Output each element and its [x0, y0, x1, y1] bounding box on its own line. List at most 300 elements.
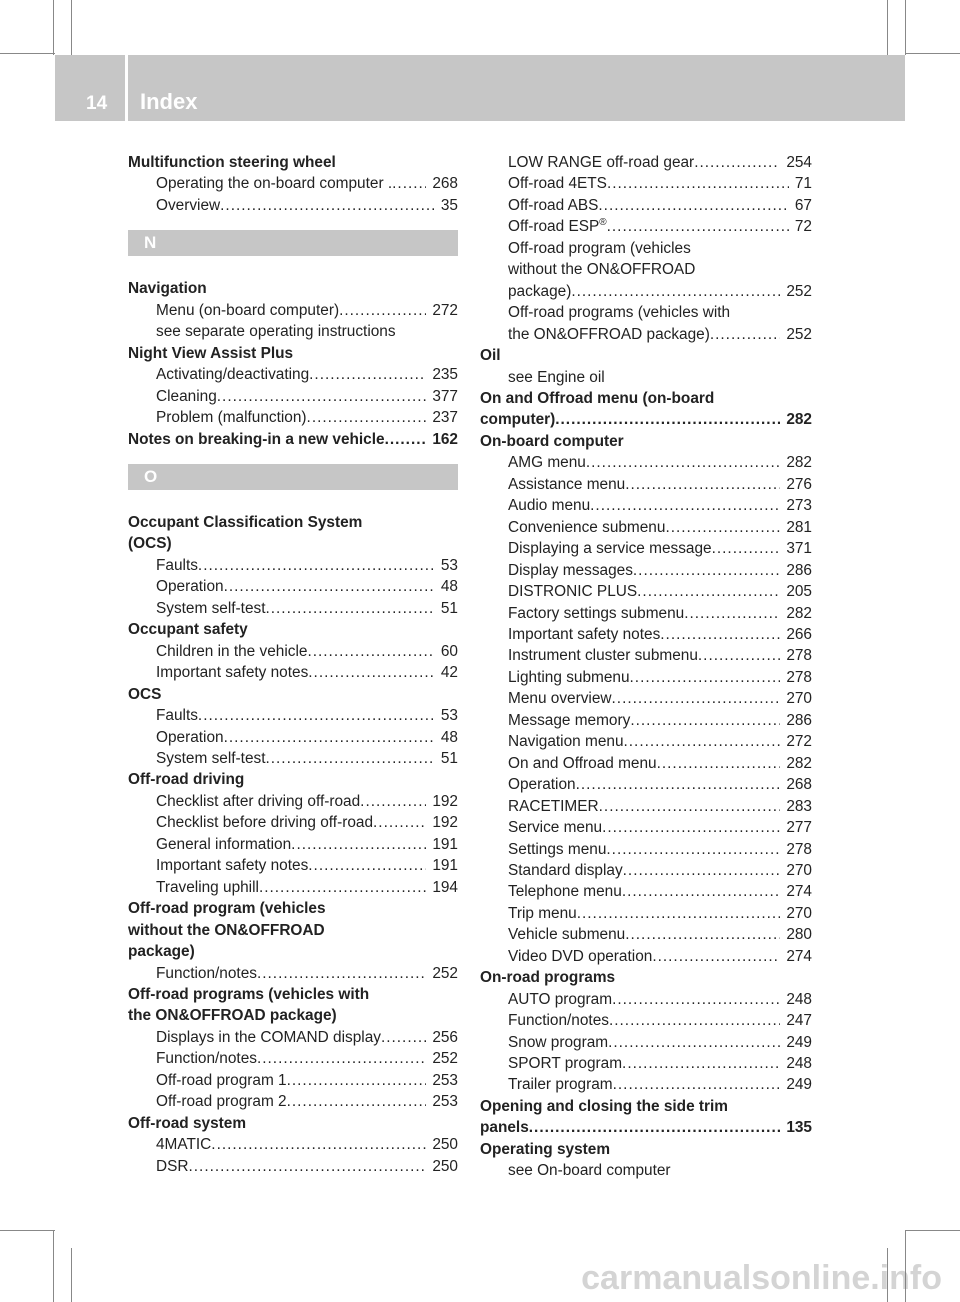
- crop-mark: [887, 0, 888, 55]
- index-subentry[interactable]: [480, 710, 812, 731]
- page-reference[interactable]: 254: [786, 154, 812, 171]
- index-subentry[interactable]: [128, 407, 458, 428]
- entry-text: [508, 731, 624, 752]
- page-reference[interactable]: 272: [432, 301, 458, 319]
- page-reference[interactable]: 278: [786, 647, 812, 665]
- entry-label: Checklist before driving off-road: [156, 814, 374, 832]
- entry-text: [128, 514, 362, 531]
- entry-label: Instrument cluster submenu: [508, 647, 698, 665]
- dot-leader: [529, 1117, 781, 1138]
- index-subentry[interactable]: [480, 452, 812, 473]
- page-reference[interactable]: 272: [786, 733, 812, 751]
- entry-label: Off-road program 2: [156, 1093, 287, 1111]
- index-subentry[interactable]: [480, 881, 812, 902]
- entry-label: System self-test: [156, 599, 266, 617]
- page-reference[interactable]: 282: [786, 411, 812, 429]
- page-reference[interactable]: 205: [786, 583, 812, 601]
- page-reference[interactable]: 162: [432, 430, 458, 448]
- crop-mark: [71, 0, 72, 55]
- dot-leader: [633, 560, 780, 581]
- page-reference[interactable]: 280: [786, 926, 812, 944]
- page-reference[interactable]: 248: [786, 990, 812, 1008]
- page-reference[interactable]: 282: [786, 754, 812, 772]
- page-reference[interactable]: 194: [432, 878, 458, 896]
- page-reference[interactable]: 253: [432, 1071, 458, 1089]
- entry-text: [508, 1053, 622, 1074]
- entry-text: [508, 946, 652, 967]
- index-subentry[interactable]: [480, 946, 812, 967]
- dot-leader: [577, 903, 781, 924]
- entry-text: [508, 1032, 608, 1053]
- index-subentry[interactable]: [480, 839, 812, 860]
- entry-text: [508, 369, 605, 386]
- page-reference[interactable]: 67: [794, 196, 812, 214]
- index-subentry[interactable]: [128, 1070, 458, 1091]
- dot-leader: [606, 839, 780, 860]
- page-reference[interactable]: 252: [786, 282, 812, 300]
- entry-text: [508, 152, 694, 173]
- index-subentry[interactable]: [128, 855, 458, 876]
- index-subentry[interactable]: [480, 1032, 812, 1053]
- entry-text: [508, 1010, 609, 1031]
- entry-text: [156, 855, 308, 876]
- dot-leader: [392, 173, 426, 194]
- index-subentry[interactable]: [128, 1091, 458, 1112]
- entry-text: [508, 281, 571, 302]
- page-reference[interactable]: 235: [432, 366, 458, 384]
- index-subentry[interactable]: [480, 796, 812, 817]
- dot-leader: [710, 324, 780, 345]
- index-subentry[interactable]: [128, 1134, 458, 1155]
- dot-leader: [309, 364, 426, 385]
- entry-text: [128, 429, 385, 450]
- index-subentry[interactable]: [480, 281, 812, 302]
- entry-label: Navigation menu: [508, 733, 624, 751]
- entry-text: [156, 407, 307, 428]
- entry-text: [156, 812, 373, 833]
- page-reference[interactable]: 252: [786, 325, 812, 343]
- dot-leader: [360, 791, 426, 812]
- index-heading: [128, 984, 458, 1005]
- entry-text: [128, 686, 161, 703]
- entry-label: Function/notes: [156, 1050, 257, 1068]
- index-heading: [128, 1113, 458, 1134]
- entry-text: [128, 922, 325, 939]
- entry-label: AMG menu: [508, 454, 586, 472]
- entry-label: Occupant safety: [128, 621, 248, 639]
- entry-label: Trip menu: [508, 904, 577, 922]
- entry-text: [508, 817, 602, 838]
- entry-label: Audio menu: [508, 497, 591, 515]
- dot-leader: [612, 989, 780, 1010]
- entry-text: [128, 154, 336, 171]
- crop-mark: [0, 53, 55, 54]
- index-subentry[interactable]: [128, 195, 458, 216]
- entry-text: [508, 261, 695, 278]
- entry-label: Operation: [156, 578, 224, 596]
- entry-label: Children in the vehicle: [156, 642, 308, 660]
- entry-label: Checklist after driving off-road: [156, 792, 361, 810]
- dot-leader: [712, 538, 781, 559]
- dot-leader: [613, 1074, 781, 1095]
- index-subentry[interactable]: [128, 386, 458, 407]
- entry-text: [480, 433, 624, 450]
- index-subentry[interactable]: [480, 860, 812, 881]
- entry-text: [508, 710, 630, 731]
- index-heading[interactable]: [480, 1117, 812, 1138]
- page-reference[interactable]: 268: [786, 776, 812, 794]
- index-letter-heading: O: [128, 464, 458, 490]
- index-subentry[interactable]: [128, 748, 458, 769]
- entry-label: Displaying a service message: [508, 540, 712, 558]
- index-subentry[interactable]: [480, 903, 812, 924]
- entry-label: Operation: [156, 728, 224, 746]
- entry-text: [128, 345, 293, 362]
- index-subentry[interactable]: [480, 924, 812, 945]
- page-reference[interactable]: 60: [440, 642, 458, 660]
- index-heading: [480, 1139, 812, 1160]
- index-subentry[interactable]: [480, 216, 812, 237]
- entry-label: On and Offroad menu: [508, 754, 657, 772]
- entry-label: panels: [480, 1119, 529, 1137]
- dot-leader: [259, 877, 426, 898]
- page-reference[interactable]: 250: [432, 1157, 458, 1175]
- index-subentry[interactable]: [128, 641, 458, 662]
- entry-text: [508, 645, 698, 666]
- dot-leader: [189, 1156, 427, 1177]
- index-subentry[interactable]: [480, 195, 812, 216]
- index-heading[interactable]: [128, 429, 458, 450]
- index-heading: [128, 152, 458, 173]
- dot-leader: [657, 753, 781, 774]
- index-subentry[interactable]: [128, 364, 458, 385]
- page-reference[interactable]: 51: [440, 599, 458, 617]
- index-subentry[interactable]: [480, 817, 812, 838]
- entry-label: Opening and closing the side trim: [480, 1097, 728, 1115]
- index-heading[interactable]: [480, 409, 812, 430]
- page-reference[interactable]: 273: [786, 497, 812, 515]
- page-reference[interactable]: 249: [786, 1033, 812, 1051]
- page-reference[interactable]: 282: [786, 454, 812, 472]
- index-subentry[interactable]: [480, 603, 812, 624]
- index-subentry[interactable]: [480, 1010, 812, 1031]
- dot-leader: [339, 300, 426, 321]
- page-reference[interactable]: 253: [432, 1093, 458, 1111]
- index-subentry[interactable]: [128, 1027, 458, 1048]
- entry-text: [156, 300, 339, 321]
- index-subentry[interactable]: [480, 774, 812, 795]
- index-subentry[interactable]: [480, 173, 812, 194]
- page-reference[interactable]: 191: [432, 835, 458, 853]
- entry-text: [156, 1048, 257, 1069]
- page-reference[interactable]: 270: [786, 690, 812, 708]
- page-reference[interactable]: 266: [786, 625, 812, 643]
- index-subentry[interactable]: [480, 624, 812, 645]
- index-subentry[interactable]: [128, 812, 458, 833]
- entry-label: Service menu: [508, 819, 603, 837]
- dot-leader: [217, 386, 427, 407]
- index-subentry[interactable]: [480, 753, 812, 774]
- entry-text: [128, 943, 195, 960]
- entry-text: [156, 641, 307, 662]
- index-subentry: [480, 302, 812, 323]
- entry-label: without the ON&OFFROAD: [128, 921, 325, 939]
- entry-label: Activating/deactivating: [156, 366, 310, 384]
- index-subentry[interactable]: [128, 877, 458, 898]
- entry-text: [508, 452, 586, 473]
- entry-label: Night View Assist Plus: [128, 344, 294, 362]
- page-reference[interactable]: 192: [432, 814, 458, 832]
- page-reference[interactable]: 237: [432, 409, 458, 427]
- crop-mark: [905, 0, 906, 55]
- index-subentry: [480, 367, 812, 388]
- page-reference[interactable]: 135: [786, 1119, 812, 1137]
- entry-text: [508, 195, 598, 216]
- entry-label: package): [508, 282, 572, 300]
- dot-leader: [612, 688, 781, 709]
- index-subentry[interactable]: [128, 791, 458, 812]
- index-heading: [128, 278, 458, 299]
- entry-text: [480, 1117, 529, 1138]
- index-heading: [128, 920, 458, 941]
- index-subentry[interactable]: [480, 688, 812, 709]
- entry-text: [156, 705, 198, 726]
- page-reference[interactable]: 270: [786, 861, 812, 879]
- entry-label: Vehicle submenu: [508, 926, 626, 944]
- index-subentry[interactable]: [480, 989, 812, 1010]
- entry-text: [508, 581, 637, 602]
- page-reference[interactable]: 250: [432, 1136, 458, 1154]
- page-reference[interactable]: 192: [432, 792, 458, 810]
- index-subentry[interactable]: [128, 300, 458, 321]
- page-reference[interactable]: 191: [432, 857, 458, 875]
- dot-leader: [257, 1048, 426, 1069]
- crop-mark: [0, 1230, 55, 1231]
- index-heading: [128, 769, 458, 790]
- entry-text: [508, 324, 710, 345]
- page-reference[interactable]: 371: [786, 540, 812, 558]
- dot-leader: [698, 645, 780, 666]
- index-subentry[interactable]: [480, 1053, 812, 1074]
- dot-leader: [624, 731, 781, 752]
- index-subentry[interactable]: [128, 705, 458, 726]
- entry-text: [480, 390, 714, 407]
- index-subentry[interactable]: [128, 576, 458, 597]
- dot-leader: [586, 452, 780, 473]
- page-reference[interactable]: 274: [786, 883, 812, 901]
- page-reference[interactable]: 270: [786, 904, 812, 922]
- crop-mark: [905, 53, 960, 54]
- entry-label: Faults: [156, 707, 198, 725]
- entry-label: DISTRONIC PLUS: [508, 583, 638, 601]
- page-reference[interactable]: 286: [786, 711, 812, 729]
- index-subentry[interactable]: [480, 560, 812, 581]
- index-subentry[interactable]: [128, 598, 458, 619]
- page-reference[interactable]: 278: [786, 668, 812, 686]
- index-subentry[interactable]: [128, 834, 458, 855]
- entry-label: Off-road ABS: [508, 196, 599, 214]
- entry-label: SPORT program: [508, 1055, 623, 1073]
- page-reference[interactable]: 268: [432, 175, 458, 193]
- dot-leader: [220, 195, 435, 216]
- entry-text: [480, 1141, 610, 1158]
- entry-text: [508, 667, 630, 688]
- entry-label: Operating the on-board computer .: [156, 175, 393, 193]
- entry-label: Displays in the COMAND display: [156, 1028, 381, 1046]
- entry-label: AUTO program: [508, 990, 613, 1008]
- entry-label: General information: [156, 835, 292, 853]
- index-subentry[interactable]: [480, 731, 812, 752]
- page-reference[interactable]: 283: [786, 797, 812, 815]
- entry-label: Important safety notes: [508, 625, 661, 643]
- index-subentry[interactable]: [128, 963, 458, 984]
- entry-label: Assistance menu: [508, 475, 626, 493]
- index-subentry[interactable]: [128, 662, 458, 683]
- index-subentry[interactable]: [480, 581, 812, 602]
- dot-leader: [265, 748, 434, 769]
- entry-label: Off-road program (vehicles: [128, 900, 326, 918]
- entry-label: Function/notes: [508, 1012, 609, 1030]
- entry-text: [156, 1134, 211, 1155]
- page-reference[interactable]: 71: [794, 175, 812, 193]
- index-subentry[interactable]: [480, 517, 812, 538]
- entry-text: [508, 216, 607, 237]
- page-reference[interactable]: 48: [440, 728, 458, 746]
- entry-text: [128, 280, 207, 297]
- index-heading: [480, 1096, 812, 1117]
- index-subentry[interactable]: [480, 538, 812, 559]
- page-reference[interactable]: 48: [440, 578, 458, 596]
- dot-leader: [598, 195, 788, 216]
- index-heading: [128, 343, 458, 364]
- page-reference[interactable]: 252: [432, 964, 458, 982]
- entry-label: the ON&OFFROAD package): [128, 1007, 337, 1025]
- dot-leader: [308, 855, 426, 876]
- entry-text: [508, 1074, 613, 1095]
- index-heading: [480, 431, 812, 452]
- dot-leader: [576, 774, 781, 795]
- index-subentry[interactable]: [128, 173, 458, 194]
- entry-text: [156, 386, 217, 407]
- index-subentry: [128, 321, 458, 342]
- crop-mark: [53, 1230, 54, 1302]
- page-reference[interactable]: 72: [794, 218, 812, 236]
- entry-label: without the ON&OFFROAD: [508, 261, 696, 279]
- page-reference[interactable]: 256: [432, 1028, 458, 1046]
- entry-label: computer): [480, 411, 556, 429]
- page-reference[interactable]: 274: [786, 947, 812, 965]
- dot-leader: [602, 817, 780, 838]
- dot-leader: [307, 641, 434, 662]
- page-reference[interactable]: 249: [786, 1076, 812, 1094]
- entry-label: Off-road 4ETS: [508, 175, 607, 193]
- entry-label: Menu (on-board computer): [156, 301, 340, 319]
- dot-leader: [385, 429, 427, 450]
- entry-label: Video DVD operation: [508, 947, 653, 965]
- page-reference[interactable]: 51: [440, 749, 458, 767]
- page-reference[interactable]: 276: [786, 475, 812, 493]
- page-reference[interactable]: 282: [786, 604, 812, 622]
- index-subentry: [480, 1160, 812, 1181]
- page-reference[interactable]: 278: [786, 840, 812, 858]
- page-reference[interactable]: 248: [786, 1055, 812, 1073]
- dot-leader: [291, 834, 426, 855]
- index-subentry[interactable]: [480, 324, 812, 345]
- index-subentry: [480, 259, 812, 280]
- dot-leader: [307, 407, 427, 428]
- index-subentry[interactable]: [128, 1156, 458, 1177]
- index-heading: [480, 967, 812, 988]
- dot-leader: [694, 152, 780, 173]
- index-subentry[interactable]: [480, 495, 812, 516]
- entry-text: [156, 555, 198, 576]
- index-subentry[interactable]: [480, 667, 812, 688]
- entry-label: package): [128, 943, 195, 961]
- page-reference[interactable]: 277: [786, 819, 812, 837]
- page-reference[interactable]: 281: [786, 518, 812, 536]
- dot-leader: [622, 881, 781, 902]
- index-column-left: [128, 152, 458, 1177]
- dot-leader: [607, 216, 789, 237]
- entry-text: [156, 323, 396, 340]
- dot-leader: [660, 624, 780, 645]
- crop-mark: [53, 0, 54, 55]
- page-reference[interactable]: 377: [432, 387, 458, 405]
- entry-label: Off-road programs (vehicles with: [128, 985, 370, 1003]
- entry-text: [508, 624, 660, 645]
- entry-text: [128, 1007, 337, 1024]
- entry-label: Cleaning: [156, 387, 217, 405]
- index-subentry[interactable]: [128, 1048, 458, 1069]
- index-subentry[interactable]: [480, 474, 812, 495]
- page-reference[interactable]: 286: [786, 561, 812, 579]
- dot-leader: [665, 517, 780, 538]
- entry-label: Important safety notes: [156, 857, 309, 875]
- page-reference[interactable]: 247: [786, 1012, 812, 1030]
- entry-text: [508, 173, 607, 194]
- entry-text: [156, 1156, 189, 1177]
- page-reference[interactable]: 53: [440, 556, 458, 574]
- dot-leader: [571, 281, 780, 302]
- page-reference[interactable]: 42: [440, 664, 458, 682]
- index-subentry[interactable]: [128, 727, 458, 748]
- entry-text: [508, 603, 684, 624]
- page-reference[interactable]: 53: [440, 707, 458, 725]
- entry-text: [508, 474, 625, 495]
- dot-leader: [381, 1027, 426, 1048]
- page-number: 14: [86, 93, 108, 114]
- entry-label: Telephone menu: [508, 883, 622, 901]
- entry-label: Trailer program: [508, 1076, 613, 1094]
- entry-label: OCS: [128, 685, 162, 703]
- index-subentry[interactable]: [480, 152, 812, 173]
- index-subentry[interactable]: [480, 645, 812, 666]
- index-subentry[interactable]: [128, 555, 458, 576]
- index-subentry[interactable]: [480, 1074, 812, 1095]
- entry-text: [508, 538, 712, 559]
- entry-label: Overview: [156, 196, 221, 214]
- dot-leader: [373, 812, 426, 833]
- entry-label: Problem (malfunction): [156, 409, 307, 427]
- page-reference[interactable]: 252: [432, 1050, 458, 1068]
- index-heading: [128, 684, 458, 705]
- entry-label: Traveling uphill: [156, 878, 259, 896]
- entry-label: Settings menu: [508, 840, 607, 858]
- index-heading: [128, 1005, 458, 1026]
- crop-mark: [71, 1248, 72, 1302]
- entry-label: Off-road programs (vehicles with: [508, 304, 731, 322]
- page-reference[interactable]: 35: [440, 196, 458, 214]
